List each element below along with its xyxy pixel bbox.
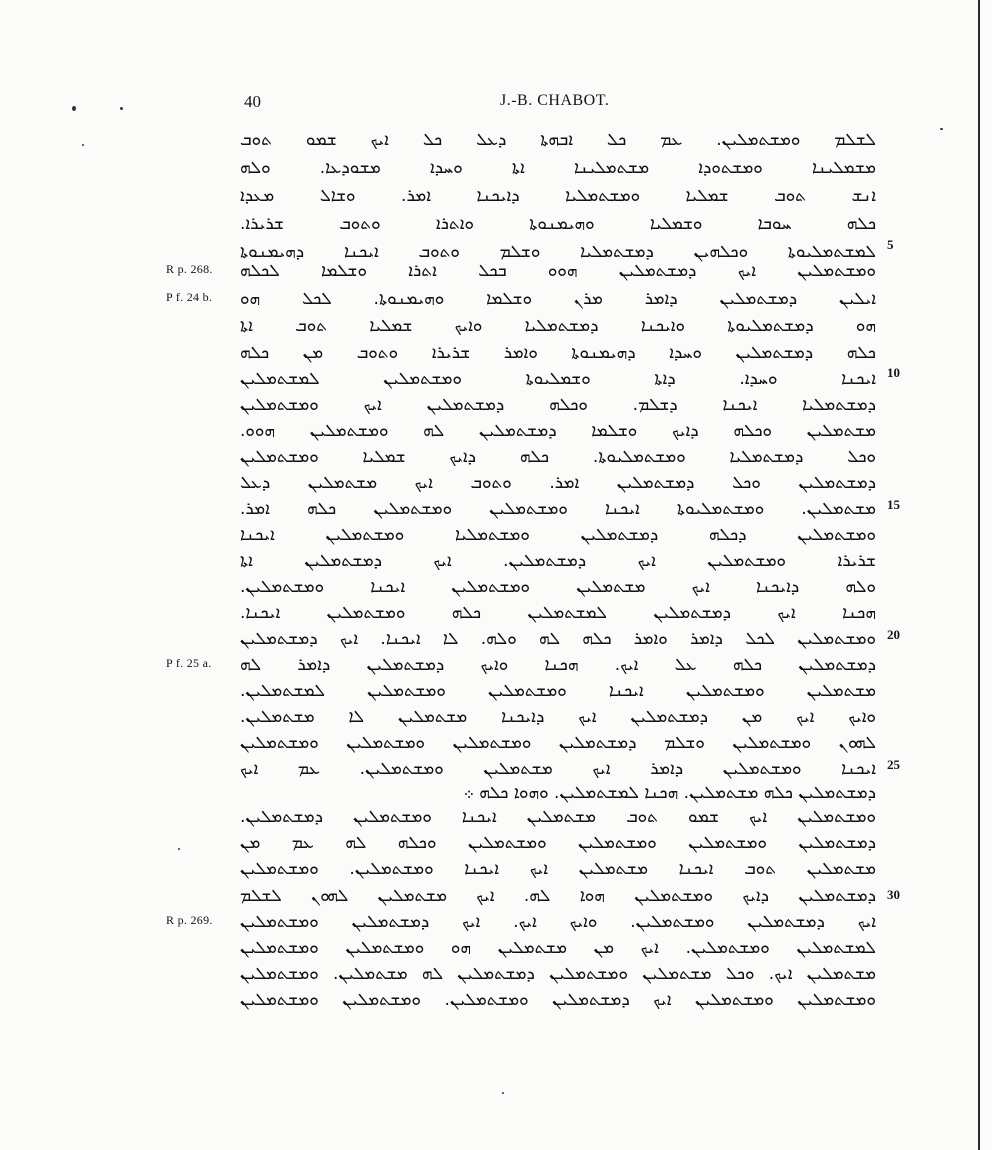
margin-note-r-p-269: R p. 269. bbox=[166, 913, 213, 927]
text-line-20: ܘܡܫܬܡܠܝܢ ܠܟܠ ܕܐܡܪ ܘܐܡܪ ܟܠܗ ܠܗ ܘܠܗ. ܠܐ ܐܝܟܢܐ. ܐܝܟ ܕܡܫܬܡܠܝܢ bbox=[240, 629, 876, 649]
scan-speck bbox=[940, 128, 943, 130]
line-number-10: 10 bbox=[887, 365, 900, 380]
text-line-4: ܟܠܗ ܚܘܒܐ ܘܫܡܠܝܐ ܘܗܝܡܢܘܬܐ ܘܐܬܪܐ ܘܬܘܒ ܫܪܝܪܐ. bbox=[240, 214, 876, 234]
text-line-25: ܐܝܟܢܐ ܘܡܫܬܡܠܝܢ ܕܐܡܪ ܐܝܟ ܡܫܬܡܠܝܢ ܘܡܫܬܡܠܝܢ. ܥܡ ܐܝܟ bbox=[240, 759, 876, 779]
running-head: J.-B. CHABOT. bbox=[500, 92, 610, 109]
text-line-19: ܗܟܢܐ ܐܝܟ ܕܡܫܬܡܠܝܢ ܠܡܫܬܡܠܝܢ ܟܠܗ ܘܡܫܬܡܠܝܢ ܐܝܟܢܐ. bbox=[240, 603, 876, 623]
text-line-14: ܕܡܫܬܡܠܝܢ ܘܟܠ ܕܡܫܬܡܠܝܢ ܐܡܪ. ܘܬܘܒ ܐܝܟ ܡܫܬܡܠܝܢ ܕܥܠ bbox=[240, 473, 876, 493]
margin-note-r-p-268: R p. 268. bbox=[166, 262, 213, 276]
text-line-21: ܕܡܫܬܡܠܝܢ ܟܠܗ ܥܠ ܐܝܟ. ܗܟܢܐ ܘܐܝܟ ܕܡܫܬܡܠܝܢ ܕܐܡܪ ܠܗ bbox=[240, 655, 876, 675]
page-number: 40 bbox=[244, 92, 261, 111]
scan-speck bbox=[72, 106, 76, 111]
line-number-25: 25 bbox=[887, 757, 900, 772]
text-line-5: ܠܡܫܬܡܠܝܘܬܐ ܘܟܠܗܝܢ ܕܡܫܬܡܠܝܐ ܘܫܠܡ ܘܬܘܒ ܐܝܟܢܐ ܕܗܝܡܢܘܬܐ bbox=[240, 242, 876, 262]
margin-note-p-f-24b: P f. 24 b. bbox=[166, 290, 213, 304]
scan-speck bbox=[82, 144, 84, 146]
text-line-12: ܡܫܬܡܠܝܢ ܘܟܠܗ ܕܐܝܟ ܘܫܠܡܐ ܕܡܫܬܡܠܝܢ ܠܗ ܘܡܫܬܡܠܝܢ ܗܘܘ. bbox=[240, 421, 876, 441]
text-line-7: ܐܝܠܝܢ ܕܡܫܬܡܠܝܢ ܕܐܡܪ ܡܪܢ ܘܫܠܡܐ ܘܗܝܡܢܘܬܐ. ܠܟܠ ܗܘ bbox=[240, 289, 876, 309]
page-edge-rule bbox=[978, 0, 980, 1150]
text-line-10: ܐܝܟܢܐ ܘܚܕܐ. ܕܐܬܐ ܘܫܡܠܝܘܬܐ ܘܡܫܬܡܠܝܢ ܠܡܫܬܡܠܝܢ bbox=[240, 369, 876, 389]
text-line-18: ܘܠܗ ܕܐܝܟܢܐ ܐܝܟ ܡܫܬܡܠܝܢ ܘܡܫܬܡܠܝܢ ܐܝܟܢܐ ܘܡܫܬܡܠܝܢ. bbox=[240, 577, 876, 597]
text-line-27: ܘܡܫܬܡܠܝܢ ܐܝܟ ܫܡܘ ܬܘܒ ܡܫܬܡܠܝܢ ܐܝܟܢܐ ܘܡܫܬܡܠܝܢ ܕܡܫܬܡܠܝܢ. bbox=[240, 807, 876, 827]
text-line-23: ܘܐܝܟ ܐܝܟ ܡܢ ܕܡܫܬܡܠܝܢ ܐܝܟ ܕܐܝܟܢܐ ܡܫܬܡܠܝܢ ܠܐ ܡܫܬܡܠܝܢ. bbox=[240, 707, 876, 727]
margin-note-p-f-25a: P f. 25 a. bbox=[166, 656, 212, 670]
text-line-24: ܠܗܘܢ ܘܡܫܬܡܠܝܢ ܘܫܠܡ ܕܡܫܬܡܠܝܢ ܘܡܫܬܡܠܝܢ ܘܡܫܬܡܠܝܢ ܘܡܫܬܡܠܝܢ bbox=[240, 733, 876, 753]
text-line-9: ܟܠܗ ܕܡܫܬܡܠܝܢ ܘܚܕܐ ܕܗܝܡܢܘܬܐ ܘܐܡܪ ܫܪܝܪܐ ܘܬܘܒ ܡܢ ܟܠܗ bbox=[240, 343, 876, 363]
text-line-3: ܐܢܫ ܬܘܒ ܫܡܠܝܐ ܘܡܫܬܡܠܝܐ ܕܐܝܟܢܐ ܐܡܪ. ܘܫܐܠ ܡܥܕܐ bbox=[240, 186, 876, 206]
text-line-31: ܐܝܟ ܕܡܫܬܡܠܝܢ ܘܡܫܬܡܠܝܢ. ܘܐܝܟ ܐܝܟ. ܐܝܟ ܕܡܫܬܡܠܝܢ ܘܡܫܬܡܠܝܢ bbox=[240, 912, 876, 932]
text-line-28: ܕܡܫܬܡܠܝܢ ܘܡܫܬܡܠܝܢ ܘܡܫܬܡܠܝܢ ܘܡܫܬܡܠܝܢ ܘܟܠܗ ܠܗ ܥܡ ܡܢ bbox=[240, 833, 876, 853]
text-line-11: ܕܡܫܬܡܠܝܐ ܐܝܟܢܐ ܕܫܠܡ. ܘܟܠܗ ܕܡܫܬܡܠܝܢ ܐܝܟ ܘܡܫܬܡܠܝܢ bbox=[240, 395, 876, 415]
text-line-26: ܕܡܫܬܡܠܝܢ ܟܠܗ ܡܫܬܡܠܝܢ. ܗܟܢܐ ܠܡܫܬܡܠܝܢ. ܘܗܘܐ ܟܠܗ ܀ bbox=[463, 783, 876, 803]
text-line-6: ܘܡܫܬܡܠܝܢ ܐܝܟ ܕܡܫܬܡܠܝܢ ܗܘܘ ܒܟܠ ܐܬܪܐ ܘܫܠܡܐ ܠܟܠܗ bbox=[240, 261, 876, 281]
text-line-32: ܠܡܫܬܡܠܝܢ ܘܡܫܬܡܠܝܢ. ܐܝܟ ܡܢ ܡܫܬܡܠܝܢ ܗܘ ܘܡܫܬܡܠܝܢ ܘܡܫܬܡܠܝܢ bbox=[240, 938, 876, 958]
scan-speck bbox=[502, 1092, 504, 1094]
scan-speck bbox=[120, 107, 123, 110]
text-line-15: ܡܫܬܡܠܝܢ. ܘܡܫܬܡܠܝܘܬܐ ܐܝܟܢܐ ܘܡܫܬܡܠܝܢ ܘܡܫܬܡܠܝܢ ܟܠܗ ܐܡܪ. bbox=[240, 499, 876, 519]
text-line-17: ܫܪܝܪܐ ܘܡܫܬܡܠܝܢ ܐܝܟ ܕܡܫܬܡܠܝܢ. ܐܝܟ ܕܡܫܬܡܠܝܢ ܐܬܐ bbox=[240, 551, 876, 571]
text-line-30: ܕܡܫܬܡܠܝܢ ܕܐܝܟ ܘܡܫܬܡܠܝܢ ܗܘܐ ܠܗ. ܐܝܟ ܡܫܬܡܠܝܢ ܠܗܘܢ ܠܫܠܡ bbox=[240, 886, 876, 906]
line-number-30: 30 bbox=[887, 887, 900, 902]
text-line-34: ܘܡܫܬܡܠܝܢ ܘܡܫܬܡܠܝܢ ܐܝܟ ܕܡܫܬܡܠܝܢ ܘܡܫܬܡܠܝܢ. ܘܡܫܬܡܠܝܢ ܘܡܫܬܡܠܝܢ bbox=[240, 990, 876, 1010]
line-number-5: 5 bbox=[887, 237, 894, 252]
text-line-2: ܡܫܡܠܝܢܐ ܘܡܫܬܘܕܐ ܡܫܬܡܠܝܢܐ ܐܬܐ ܘܚܕܐ ܡܫܘܕܥܐ. ܘܠܗ bbox=[240, 158, 876, 178]
line-number-15: 15 bbox=[887, 497, 900, 512]
text-line-13: ܘܟܠ ܕܡܫܬܡܠܝܐ ܘܡܫܬܡܠܝܘܬܐ. ܟܠܗ ܕܐܝܟ ܫܡܠܝܐ ܘܡܫܬܡܠܝܢ bbox=[240, 447, 876, 467]
text-line-1: ܠܫܠܡ ܘܡܫܬܡܠܝܢ. ܥܡ ܟܠ ܐܒܗܬܐ ܕܥܠ ܟܠ ܐܝܟ ܫܡܘ ܬܘܒ bbox=[240, 130, 876, 150]
text-line-8: ܗܘ ܕܡܫܬܡܠܝܘܬܐ ܘܐܝܟܢܐ ܕܡܫܬܡܠܝܐ ܘܐܝܟ ܫܡܠܝܐ ܬܘܒ ܐܬܐ bbox=[240, 316, 876, 336]
text-line-33: ܡܫܬܡܠܝܢ ܐܝܟ. ܘܟܠ ܡܫܬܡܠܝܢ ܘܡܫܬܡܠܝܢ ܕܡܫܬܡܠܝܢ ܠܗ ܡܫܬܡܠܝܢ. ܘܡܫܬܡܠܝܢ bbox=[240, 964, 876, 984]
scan-speck bbox=[178, 848, 180, 850]
line-number-20: 20 bbox=[887, 627, 900, 642]
text-line-29: ܡܫܬܡܠܝܢ ܬܘܒ ܐܝܟܢܐ ܡܫܬܡܠܝܢ ܐܝܟ ܐܝܟܢܐ ܘܡܫܬܡܠܝܢ. ܘܡܫܬܡܠܝܢ bbox=[240, 859, 876, 879]
text-line-22: ܡܫܬܡܠܝܢ ܘܡܫܬܡܠܝܢ ܐܝܟܢܐ ܘܡܫܬܡܠܝܢ ܘܡܫܬܡܠܝܢ ܠܡܫܬܡܠܝܢ. bbox=[240, 681, 876, 701]
text-line-16: ܘܡܫܬܡܠܝܢ ܕܟܠܗ ܕܡܫܬܡܠܝܢ ܘܡܫܬܡܠܝܐ ܘܡܫܬܡܠܝܢ ܐܝܟܢܐ bbox=[240, 525, 876, 545]
